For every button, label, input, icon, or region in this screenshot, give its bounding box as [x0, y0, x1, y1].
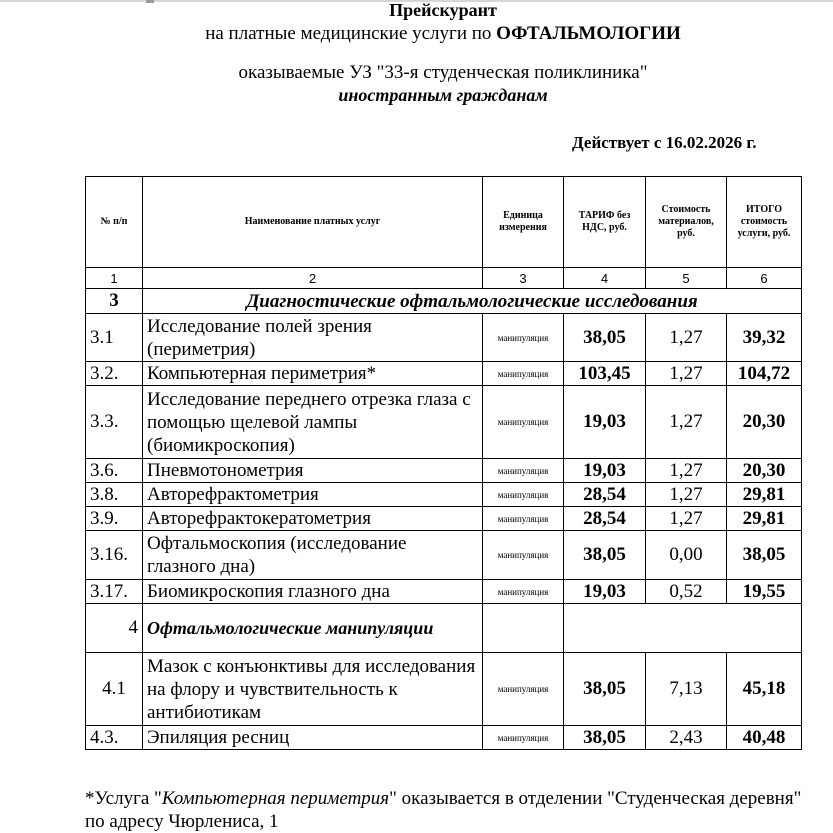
section-header-row: [86, 289, 802, 314]
service-number: 3.1: [86, 314, 143, 362]
service-number: 3.17.: [86, 580, 143, 604]
table-header-row: [86, 177, 802, 268]
service-number: 3.8.: [86, 483, 143, 507]
service-materials-cost: 1,27: [646, 386, 727, 459]
service-number: 4.1: [86, 653, 143, 726]
service-total: 38,05: [727, 531, 802, 580]
service-total: 20,30: [727, 459, 802, 483]
column-header-number: № п/п: [86, 177, 143, 268]
service-tariff: 19,03: [564, 386, 646, 459]
service-unit: манипуляция: [483, 653, 564, 726]
service-number: 3.9.: [86, 507, 143, 531]
service-total: 29,81: [727, 483, 802, 507]
footnote: [85, 787, 805, 833]
service-materials-cost: 1,27: [646, 362, 727, 386]
column-number: 6: [727, 268, 802, 289]
service-tariff: 28,54: [564, 507, 646, 531]
footnote-service: Компьютерная периметрия: [161, 788, 390, 809]
service-total: 20,30: [727, 386, 802, 459]
column-number: 2: [143, 268, 483, 289]
section-number: 4: [86, 604, 143, 653]
service-name: Авторефрактометрия: [143, 483, 483, 507]
section-3-rows: [86, 314, 802, 604]
price-table: [85, 176, 802, 750]
service-tariff: 38,05: [564, 653, 646, 726]
service-materials-cost: 1,27: [646, 459, 727, 483]
service-materials-cost: 2,43: [646, 726, 727, 750]
footnote-prefix: *Услуга ": [85, 788, 162, 809]
service-unit: манипуляция: [483, 314, 564, 362]
subtitle-prefix: на платные медицинские услуги по: [205, 23, 497, 44]
service-unit: манипуляция: [483, 483, 564, 507]
service-name: Компьютерная периметрия*: [143, 362, 483, 386]
column-number: 4: [564, 268, 646, 289]
service-tariff: 19,03: [564, 580, 646, 604]
service-name: Пневмотонометрия: [143, 459, 483, 483]
service-total: 45,18: [727, 653, 802, 726]
column-number: 5: [646, 268, 727, 289]
service-tariff: 28,54: [564, 483, 646, 507]
service-name: Исследование полей зрения (периметрия): [143, 314, 483, 362]
table-row: [86, 362, 802, 386]
service-materials-cost: 0,00: [646, 531, 727, 580]
service-materials-cost: 1,27: [646, 314, 727, 362]
audience-line: иностранным гражданам: [338, 85, 548, 105]
service-unit: манипуляция: [483, 580, 564, 604]
service-number: 4.3.: [86, 726, 143, 750]
column-header-service-name: Наименование платных услуг: [143, 177, 483, 268]
section-title: Офтальмологические манипуляции: [143, 604, 483, 653]
service-materials-cost: 0,52: [646, 580, 727, 604]
table-row: [86, 653, 802, 726]
service-unit: манипуляция: [483, 726, 564, 750]
service-name: Биомикроскопия глазного дна: [143, 580, 483, 604]
table-row: [86, 483, 802, 507]
service-materials-cost: 1,27: [646, 483, 727, 507]
column-number: 3: [483, 268, 564, 289]
section-4-rows: [86, 653, 802, 750]
service-total: 19,55: [727, 580, 802, 604]
service-materials-cost: 1,27: [646, 507, 727, 531]
service-unit: манипуляция: [483, 386, 564, 459]
service-name: Исследование переднего отрезка глаза с помощью щелевой лампы (биомикроскопия): [143, 386, 483, 459]
service-tariff: 38,05: [564, 726, 646, 750]
service-total: 40,48: [727, 726, 802, 750]
section-number: 3: [86, 289, 143, 314]
service-number: 3.3.: [86, 386, 143, 459]
service-total: 39,32: [727, 314, 802, 362]
table-row: [86, 459, 802, 483]
column-header-tariff: ТАРИФ без НДС, руб.: [564, 177, 646, 268]
column-header-total: ИТОГО стоимость услуги, руб.: [727, 177, 802, 268]
service-total: 104,72: [727, 362, 802, 386]
section-title: Диагностические офтальмологические исследования: [143, 289, 802, 314]
table-row: [86, 507, 802, 531]
service-name: Мазок с конъюнктивы для исследования на флору и чувствительность к антибиотикам: [143, 653, 483, 726]
service-tariff: 38,05: [564, 314, 646, 362]
service-name: Авторефрактокератометрия: [143, 507, 483, 531]
table-row: [86, 314, 802, 362]
column-number: 1: [86, 268, 143, 289]
table-row: [86, 386, 802, 459]
service-number: 3.6.: [86, 459, 143, 483]
service-total: 29,81: [727, 507, 802, 531]
column-header-materials: Стоимость материалов, руб.: [646, 177, 727, 268]
service-number: 3.16.: [86, 531, 143, 580]
column-header-unit: Единица измерения: [483, 177, 564, 268]
section-header-row: [86, 604, 802, 653]
empty-cell: [483, 604, 564, 653]
service-unit: манипуляция: [483, 531, 564, 580]
service-materials-cost: 7,13: [646, 653, 727, 726]
service-unit: манипуляция: [483, 459, 564, 483]
table-row: [86, 726, 802, 750]
service-name: Эпиляция ресниц: [143, 726, 483, 750]
service-unit: манипуляция: [483, 507, 564, 531]
service-tariff: 38,05: [564, 531, 646, 580]
empty-cell: [564, 604, 802, 653]
provider-line: оказываемые УЗ "33-я студенческая поликлиника": [238, 62, 648, 83]
table-row: [86, 531, 802, 580]
service-unit: манипуляция: [483, 362, 564, 386]
service-name: Офтальмоскопия (исследование глазного дна): [143, 531, 483, 580]
specialty-name: ОФТАЛЬМОЛОГИИ: [496, 23, 681, 44]
service-number: 3.2.: [86, 362, 143, 386]
document-title: Прейскурант: [389, 0, 497, 20]
service-tariff: 103,45: [564, 362, 646, 386]
footnote-suffix: " оказывается в отделении "Студенческая деревня" по адресу Чюрлениса, 1: [85, 788, 802, 832]
column-number-row: [86, 268, 802, 289]
table-row: [86, 580, 802, 604]
document-subtitle: [0, 23, 833, 45]
effective-date: Действует с 16.02.2026 г.: [572, 133, 757, 152]
service-tariff: 19,03: [564, 459, 646, 483]
